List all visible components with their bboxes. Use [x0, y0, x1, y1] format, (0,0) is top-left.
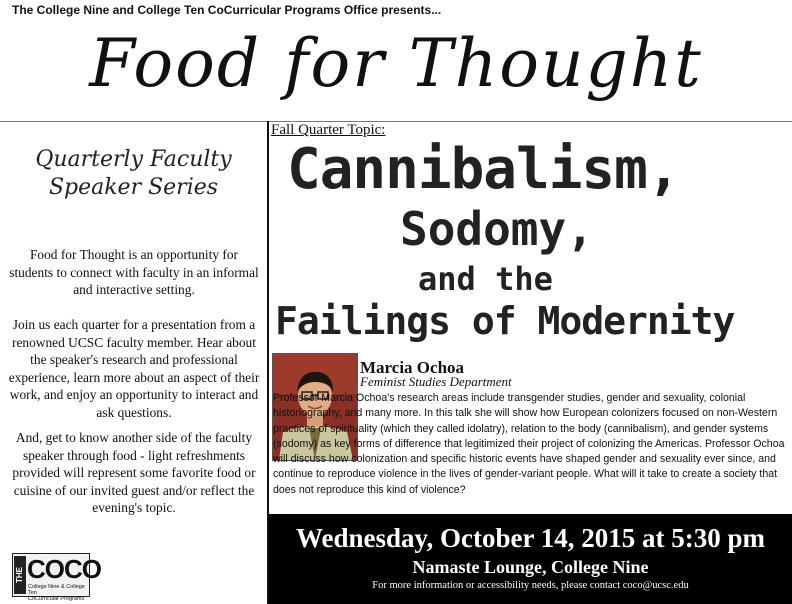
speaker-name: Marcia Ochoa: [360, 358, 465, 377]
series-title-line1: Quarterly Faculty: [35, 147, 232, 172]
topic-title-line4: Failings of Modernity: [275, 299, 735, 343]
presenter-line: The College Nine and College Ten CoCurricular Programs Office presents...: [12, 3, 442, 17]
coco-logo: [12, 553, 101, 602]
speaker-department: Feminist Studies Department: [360, 374, 512, 389]
event-details: [269, 514, 792, 604]
main-title: Food for Thought: [89, 25, 703, 102]
series-title-line2: Speaker Series: [48, 175, 219, 200]
topic-title-line1: Cannibalism,: [287, 137, 680, 202]
speaker-bio: [273, 391, 789, 498]
refreshments-paragraph: And, get to know another side of the faculty speaker through food - light refreshments provided will represent some favorite food or cuisine of our invited guest and/or reflect the evening's topic.: [12, 430, 256, 516]
logo-the: THE: [14, 556, 26, 594]
logo-subtitle-line1: College Nine & College Ten: [28, 584, 85, 596]
presentation-paragraph: Join us each quarter for a presentation from a renowned UCSC faculty member. Hear about the speaker's research and professional experience, learn more about an aspect of their work, and enjoy an opportunity to interact and ask questions.: [8, 317, 260, 420]
event-location: Namaste Lounge, College Nine: [412, 557, 649, 577]
logo-subtitle: [28, 584, 88, 602]
event-date: Wednesday, October 14, 2015 at 5:30 pm: [295, 523, 765, 553]
top-divider: [0, 121, 792, 122]
topic-title-line3: and the: [418, 260, 553, 298]
logo-subtitle-line2: CoCurricular Programs: [28, 596, 85, 602]
topic-label: Fall Quarter Topic:: [271, 122, 386, 138]
topic-title-line2: Sodomy,: [400, 202, 594, 256]
speaker-bio-text: Professor Marcia Ochoa's research areas include transgender studies, gender and sexuality, colonial historiography, and many more. In this talk she will show how European colonizers focused on non-Western practices of spirituality (which they called idolatry), relation to the body (cannibalism), and gender systems (sodomy) as key forms of difference that legitimized their project of colonizing the Americas. Professor Ochoa will discuss how colonization and specific historic events have shaped gender and sexuality ever since, and continue to reproduce violence in the lives of gender-variant people. What will it take to create a society that does not reproduce this kind of violence?: [273, 392, 785, 496]
event-contact: For more information or accessibility needs, please contact coco@ucsc.edu: [372, 580, 689, 591]
logo-name: COCO: [27, 554, 101, 584]
series-title: [0, 146, 267, 202]
intro-paragraph: Food for Thought is an opportunity for students to connect with faculty in an informal and interactive setting.: [9, 247, 259, 298]
